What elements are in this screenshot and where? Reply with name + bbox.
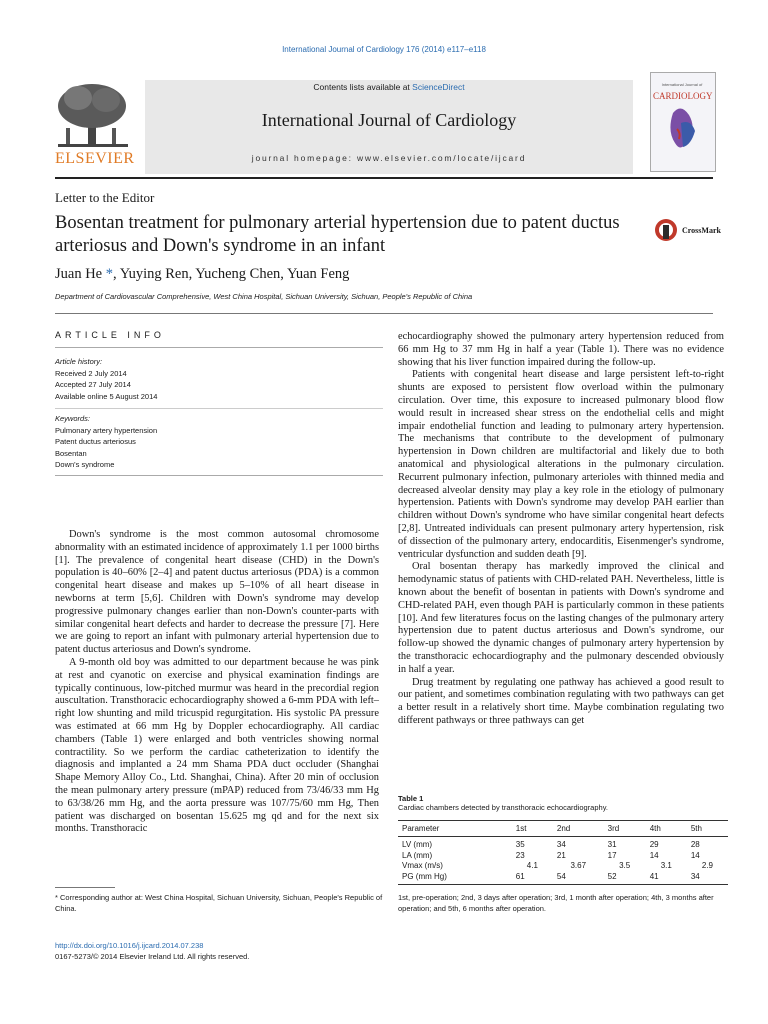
sciencedirect-link[interactable]: ScienceDirect	[412, 82, 465, 92]
right-body-column	[398, 331, 724, 728]
author-rest: , Yuying Ren, Yucheng Chen, Yuan Feng	[113, 266, 350, 282]
body-paragraph: Patients with congenital heart disease and large persistent left-to-right shunts are exposed to persistent flow overload within the pulmonary circulation. Over time, this exposure to increased pulmonary blood flow would result in increased shear stress on the endothelial cells and might impair endothelial function and leading to pulmonary artery hypertension. The mechanisms that contribute to the development of pulmonary hypertension in Down children are multifactorial and likely due to both anatomical and physiological alterations in the pulmonary circulation. Recurrent pulmonary infection, pulmonary arterioles with thinned media and decreased alveolar density may play a key role in the etiology of pulmonary hypertension. Patients with Down's syndrome may develop PAH earlier than children without Down's syndrome who have similar congenital heart defects [2,8]. Untreated individuals can present pulmonary artery hypertension, risk of dissection of the pulmonary artery, endocarditis, Eisenmenger's syndrome, ventricular dysfunction and sudden death [9].	[398, 369, 724, 560]
table-cell: 17	[607, 850, 617, 860]
keywords	[55, 413, 375, 471]
footnote-rule	[55, 887, 115, 888]
table-cell: 23	[515, 850, 525, 860]
received-date: Received 2 July 2014	[55, 368, 127, 378]
table-cell: 35	[515, 840, 525, 849]
table-cell: 14	[690, 850, 700, 860]
cover-subtitle: International Journal of	[661, 82, 703, 87]
body-paragraph: Drug treatment by regulating one pathway has achieved a good result to our patient, and sometimes combination regulating with two pathways can get a better result in a relatively short time. Maybe combination regulating two different pathways or three pathways can get	[398, 676, 724, 726]
crossmark-label[interactable]: CrossMark	[682, 226, 721, 235]
table-caption-text: Cardiac chambers detected by transthoracic echocardiography.	[398, 803, 608, 812]
header-divider	[55, 177, 713, 179]
article-info-heading: ARTICLE INFO	[55, 330, 165, 340]
body-paragraph: echocardiography showed the pulmonary artery hypertension reduced from 66 mm Hg to 37 mm Hg in half a year (Table 1). There was no evidence showing that his liver function impaired during the follow-up.	[398, 331, 724, 368]
table-header: 4th	[646, 821, 687, 837]
table-row	[398, 861, 728, 872]
table-cell: 31	[607, 840, 617, 849]
crossmark-icon[interactable]	[654, 217, 678, 243]
author-list	[55, 266, 349, 283]
body-paragraph: Down's syndrome is the most common autosomal chromosome abnormality with an estimated incidence of approximately 1.1 per 1000 births [1]. The prevalence of congenital heart disease (CHD) in the Down's population is 40–60% [2–4] and patent ductus arteriosus (PDA) is a common congenital heart disease and makes up 5–10% of all heart disease in newborns at term [5,6]. Children with Down's syndrome may develop progressive pulmonary changes earlier than non-Down's counter-parts with similar congenital heart defects and harder to decrease the pressure [7]. Here we are going to report an infant with pulmonary arterial hypertension due to patent ductus arteriosus and Down's syndrome.	[55, 529, 379, 656]
left-body-column	[55, 529, 379, 836]
table-row	[398, 837, 728, 851]
affiliation-divider	[55, 313, 713, 314]
cover-title: CARDIOLOGY	[653, 91, 713, 101]
table-cell: 29	[649, 840, 659, 849]
keyword: Patent ductus arteriosus	[55, 437, 136, 446]
article-title: Bosentan treatment for pulmonary arterial hypertension due to patent ductus arteriosus and Down's syndrome in an infant	[55, 213, 620, 256]
table-cell: 61	[512, 872, 553, 885]
article-history	[55, 356, 375, 402]
table-cell: 34	[687, 872, 728, 885]
corresponding-author-footnote: * Corresponding author at: West China Hospital, Sichuan University, Sichuan, People's Republic of China.	[55, 893, 383, 913]
table-cell: LA (mm)	[402, 850, 433, 860]
table-cell: Vmax (m/s)	[402, 861, 443, 870]
corresponding-author-mark[interactable]: *	[105, 266, 113, 282]
table-cell: 54	[553, 872, 604, 885]
keyword: Down's syndrome	[55, 460, 115, 469]
table-header: 1st	[512, 821, 553, 837]
history-label: Article history:	[55, 357, 103, 366]
doi-link[interactable]: http://dx.doi.org/10.1016/j.ijcard.2014.07.238	[55, 941, 204, 950]
table-cell: 41	[646, 872, 687, 885]
table-cell: 28	[690, 840, 700, 849]
table-cell: 14	[649, 850, 659, 860]
elsevier-wordmark: ELSEVIER	[55, 150, 135, 167]
body-paragraph: A 9-month old boy was admitted to our department because he was pink at rest and cyanotic on exercise and physical examination findings are typically continuous, low-pitched murmur was heard in the precordial region auscultation. Transthoracic echocardiography showed a 6-mm PDA with left–right low shunting and mild tricuspid regurgitation. His systolic PA pressure was estimated at 66 mm Hg by Doppler echocardiography. All cardiac chambers (Table 1) were enlarged and both ventricles showing normal contractility. So we perform the cardiac catheterization to identify the diagnosis and implanted a 24 mm Shama PDA duct occluder (Shanghai Shape Memory Alloy Co., Ltd. Shanghai, China). After 20 min of occlusion the mean pulmonary artery pressure (mPAP) reduced from 73/46/33 mm Hg to 63/38/26 mm Hg, and the aorta pressure was 107/75/60 mm Hg, Then patient was discharged on bosentan 15.625 mg qd and for the next six months. Transthoracic	[55, 656, 379, 835]
table-row	[398, 872, 728, 885]
body-paragraph: Oral bosentan therapy has markedly improved the clinical and hemodynamic status of patients with CHD-related PAH. Nevertheless, little is known about the benefit of bosentan in patients with Down's syndrome and CHD-related PAH, even though PAH is particularly common in these patients [10]. And few literatures focus on the lasting changes of the pulmonary artery hypertension due to patent ductus arteriosus and Down's syndrome, our follow-up showed the dynamic changes of pulmonary artery hypertension by the transthoracic echocardiography and the pulmonary descended obviously in half a year.	[398, 561, 724, 675]
table-cell: 4.1	[526, 861, 538, 870]
table-header-row	[398, 821, 728, 837]
table-cell: 34	[556, 840, 566, 849]
table-cell: PG (mm Hg)	[398, 872, 512, 885]
section-type: Letter to the Editor	[55, 190, 155, 205]
keywords-rule	[55, 408, 383, 409]
copyright: 0167-5273/© 2014 Elsevier Ireland Ltd. All rights reserved.	[55, 952, 250, 961]
contents-prefix: Contents lists available at	[313, 82, 413, 92]
table-caption	[398, 794, 608, 812]
journal-name: International Journal of Cardiology	[261, 110, 517, 130]
affiliation: Department of Cardiovascular Comprehensive, West China Hospital, Sichuan University, Sichuan, People's Republic of China	[55, 292, 473, 301]
table-header: Parameter	[398, 821, 512, 837]
cardiac-chambers-table	[398, 820, 728, 885]
article-info-bottom-rule	[55, 475, 383, 476]
keyword: Bosentan	[55, 448, 87, 458]
table-footnote: 1st, pre-operation; 2nd, 3 days after operation; 3rd, 1 month after operation; 4th, 3 months after operation; and 5th, 6 months after operation.	[398, 893, 714, 913]
table-label: Table 1	[398, 794, 424, 803]
online-date: Available online 5 August 2014	[55, 391, 158, 401]
table-header: 2nd	[553, 821, 604, 837]
article-info-rule	[55, 347, 383, 348]
table-cell: 52	[604, 872, 646, 885]
contents-line	[145, 82, 633, 92]
journal-citation[interactable]: International Journal of Cardiology 176 (2014) e117–e118	[282, 45, 486, 54]
journal-cover	[650, 72, 716, 172]
table-cell: 2.9	[701, 861, 713, 870]
table-row	[398, 851, 728, 862]
table-header: 3rd	[604, 821, 646, 837]
table-cell: 3.1	[660, 861, 672, 870]
elsevier-tree-logo	[52, 78, 134, 150]
author-first: Juan He	[55, 266, 103, 282]
table-cell: 3.5	[619, 861, 631, 870]
table-cell: LV (mm)	[402, 840, 433, 849]
table-cell: 3.67	[570, 861, 587, 870]
table-cell: 21	[556, 850, 566, 860]
accepted-date: Accepted 27 July 2014	[55, 380, 131, 389]
journal-homepage[interactable]: journal homepage: www.elsevier.com/locate/ijcard	[251, 153, 527, 163]
doi-block	[55, 940, 249, 962]
cover-art-icon	[651, 73, 715, 171]
keywords-label: Keywords:	[55, 414, 91, 423]
keyword: Pulmonary artery hypertension	[55, 425, 158, 435]
table-header: 5th	[687, 821, 728, 837]
